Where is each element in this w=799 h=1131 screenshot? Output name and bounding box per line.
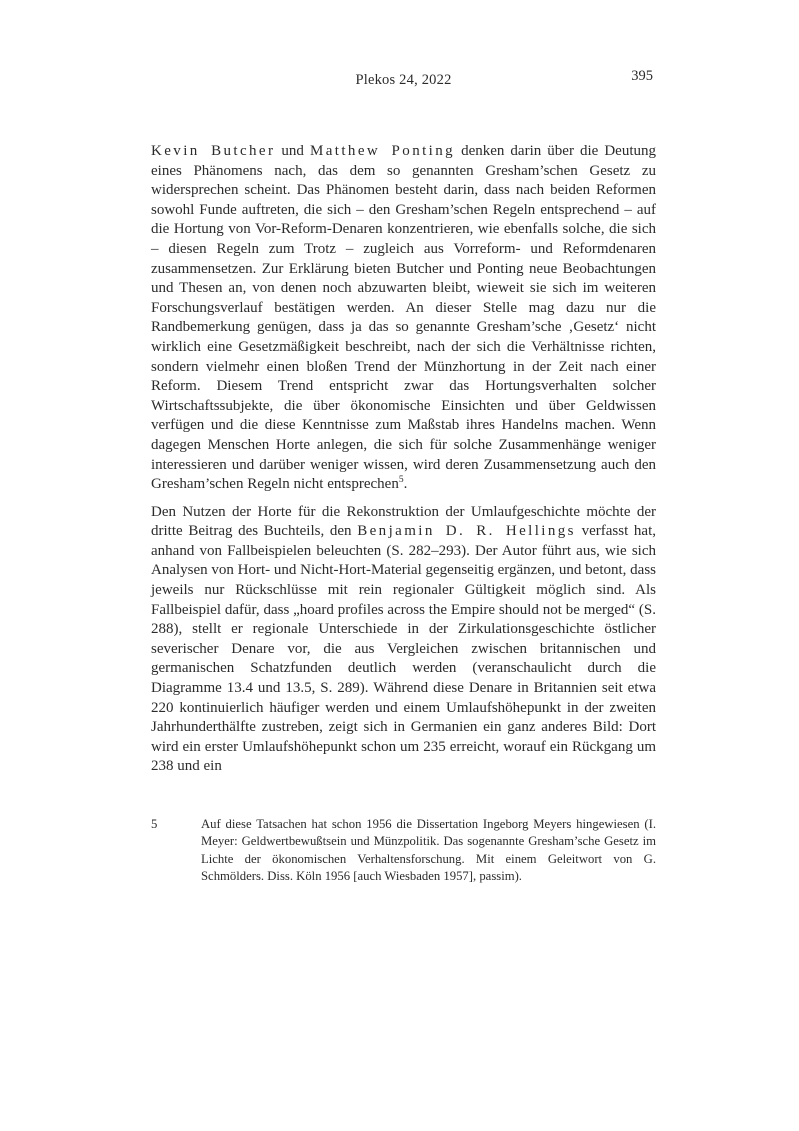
text-run: verfasst hat, anhand von Fallbeispielen beleuchten (S. 282–293). Der Autor führt aus, wie sich Analysen von Hort- und Nicht-Hort-Material gegenseitig ergänzen, und betont, dass jeweils nur Rückschlüsse mit rein regionaler Gültigkeit möglich sind. Als Fallbeispiel dafür, dass „hoard profiles across the Empire should not be merged“ (S. 288), stellt er regionale Unterschiede in der Zirkulationsgeschichte östlicher severischer Denare vor, die aus Vergleichen zwischen britannischen und germanischen Schatzfunden deutlich werden (veranschaulicht durch die Diagramme 13.4 und 13.5, S. 289). Während diese Denare in Britannien seit etwa 220 kontinuierlich häufiger werden und einem Umlaufshöhepunkt in der zweiten Jahrhunderthälfte zustreben, zeigt sich in Germanien ein ganz anderes Bild: Dort wird ein erster Umlaufshöhepunkt schon um 235 erreicht, worauf ein Rückgang um 238 und ein [151,523,657,775]
article-body [151,142,656,777]
person-name: Matthew Ponting [309,143,456,159]
footnote-text: Auf diese Tatsachen hat schon 1956 die Dissertation Ingeborg Meyers hingewiesen (I. Meyer: Geldwertbewußtsein und Münzpolitik. Das sogenannte Gresham’sche Gesetz im Lichte der ökonomischen Verhaltensforschung. Mit einem Geleitwort von G. Schmölders. Diss. Köln 1956 [auch Wiesbaden 1957], passim). [201,817,656,884]
paragraph [151,142,656,495]
footnote-ref: 5 [398,475,404,486]
person-name: Kevin Butcher [151,143,276,159]
paragraph [151,503,656,777]
page-number: 395 [631,68,653,84]
text-run: und [275,143,310,159]
running-head: Plekos 24, 2022 [355,72,452,88]
text-run: . [403,476,408,493]
person-name: Benjamin D. R. Hellings [357,523,576,540]
text-run: Den Nutzen der Horte für die Rekonstruktion der Umlaufgeschichte möchte der dritte Beitrag des Buchteils, den [151,503,656,540]
text-run: denken darin über die Deutung eines Phänomens nach, das dem so genannten Gresham’schen Gesetz zu widersprechen scheint. Das Phänomen besteht darin, dass nach beiden Reformen sowohl Funde auftreten, die sich – den Gresham’schen Regeln entsprechend – auf die Hortung von Vor-Reform-Denaren konzentrieren, wie ebenfalls solche, die sich – diesen Regeln zum Trotz – zugleich aus Vorreform- und Reformdenaren zusammensetzen. Zur Erklärung bieten Butcher und Ponting neue Beobachtungen und Thesen an, von denen noch abzuwarten bleibt, wieweit sie sich im weiteren Forschungsverlauf bestätigen werden. An dieser Stelle mag dazu nur die Randbemerkung genügen, dass ja das so genannte Gresham’sche ‚Gesetz‘ nicht wirklich eine Gesetzmäßigkeit beschreibt, nach der sich die Verhältnisse richten, sondern vielmehr einen bloßen Trend der Münzhortung in der Zeit nach einer Reform. Diesem Trend entspricht zwar das Hortungsverhalten solcher Wirtschaftssubjekte, die über ökonomische Einsichten und über Geldwissen verfügen und die diese Kenntnisse zum Maßstab ihres Handelns machen. Wenn dagegen Menschen Horte anlegen, die sich für solche Zusammenhänge weniger interessieren und darüber weniger wissen, wird deren Zusammensetzung auch den Gresham’schen Regeln nicht entsprechen [151,143,657,493]
footnote-number: 5 [151,817,158,831]
footnotes-section [151,816,656,886]
footnote [151,816,656,886]
